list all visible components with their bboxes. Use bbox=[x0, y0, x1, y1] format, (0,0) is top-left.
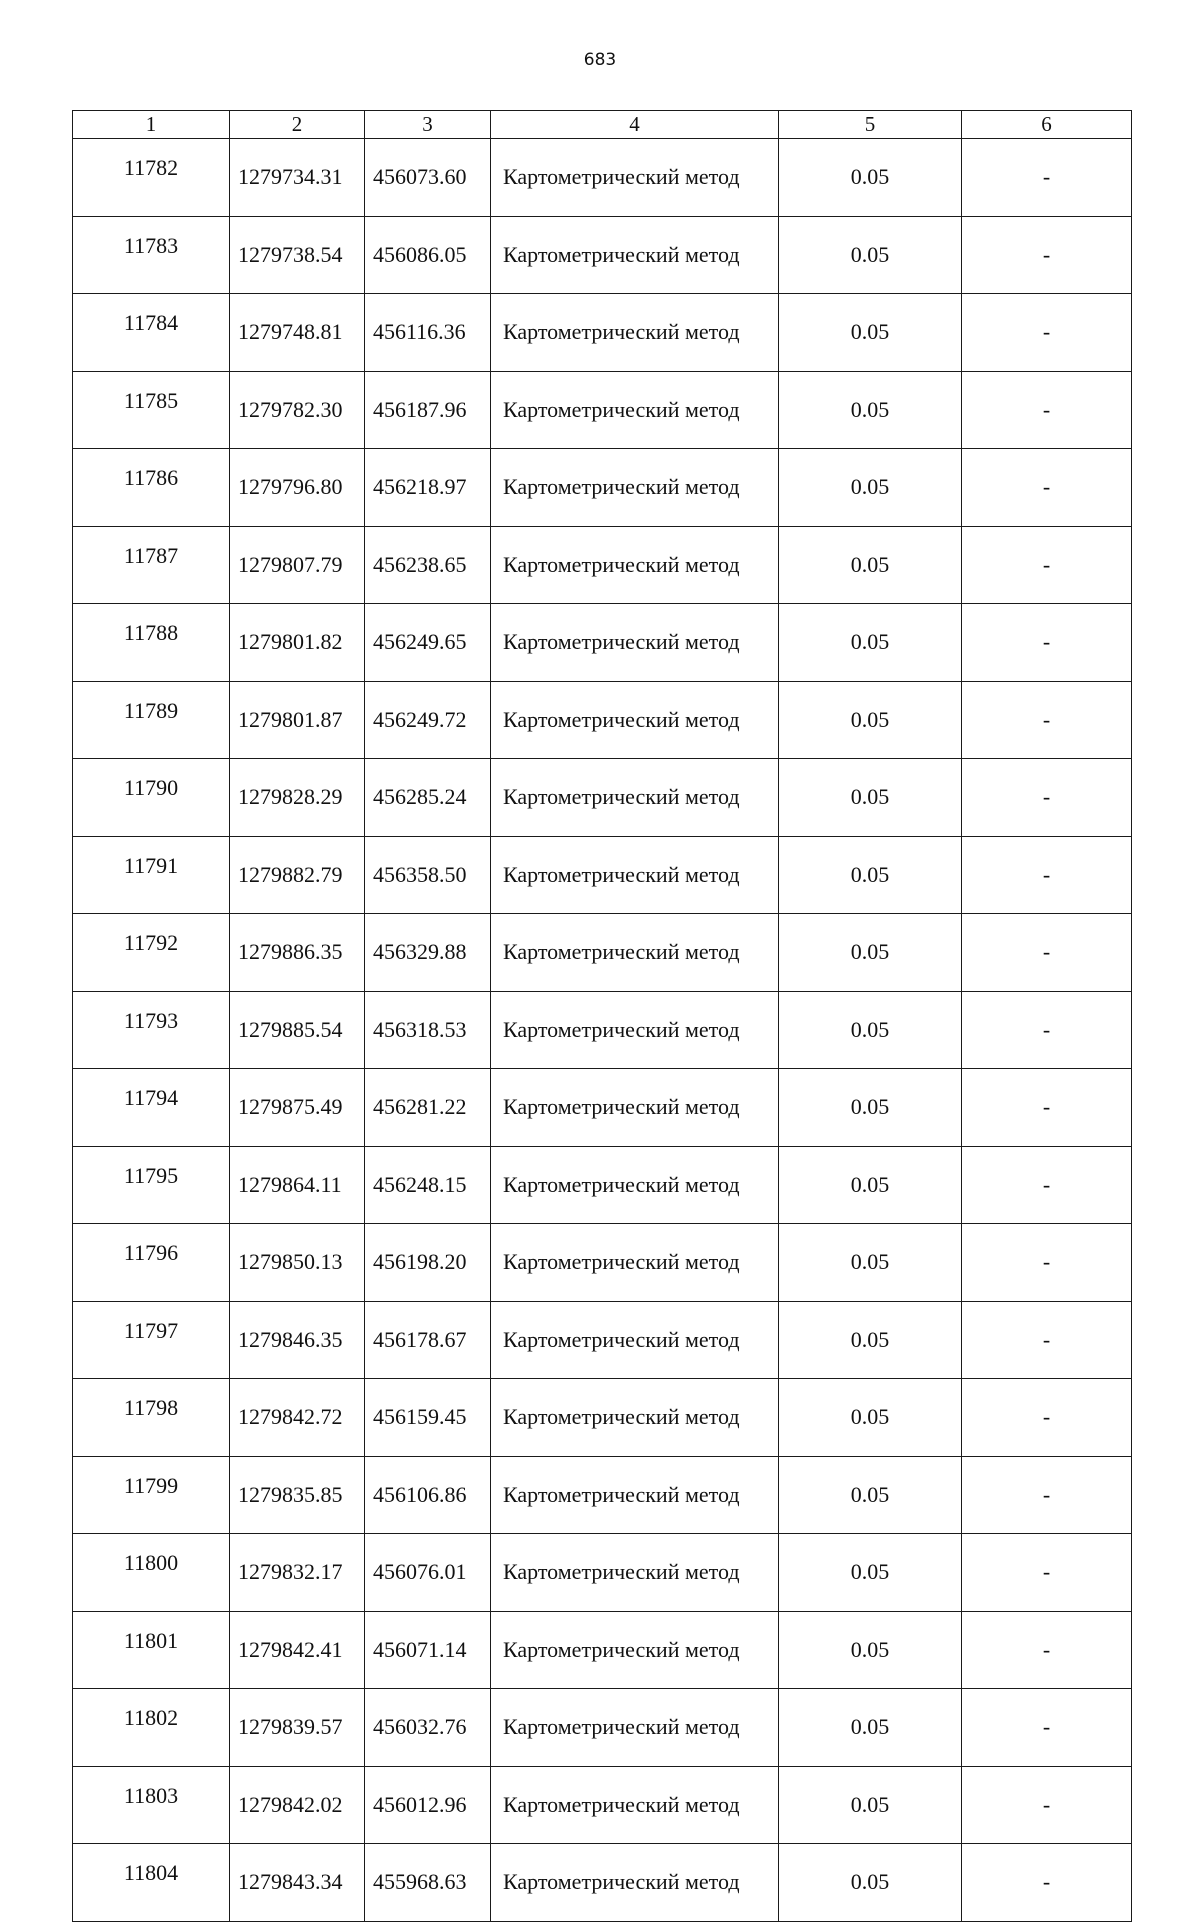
table-row bbox=[73, 1534, 1132, 1612]
point-number-cell: 11801 bbox=[73, 1611, 230, 1689]
method-cell: Картометрический метод bbox=[491, 1766, 779, 1844]
y-coordinate-cell: 455968.63 bbox=[365, 1844, 491, 1922]
accuracy-cell: 0.05 bbox=[779, 294, 962, 372]
x-coordinate-cell: 1279885.54 bbox=[230, 991, 365, 1069]
y-coordinate-cell: 456012.96 bbox=[365, 1766, 491, 1844]
x-coordinate-cell: 1279832.17 bbox=[230, 1534, 365, 1612]
method-cell: Картометрический метод bbox=[491, 991, 779, 1069]
accuracy-cell: 0.05 bbox=[779, 914, 962, 992]
accuracy-cell: 0.05 bbox=[779, 1766, 962, 1844]
method-cell: Картометрический метод bbox=[491, 681, 779, 759]
table-row bbox=[73, 681, 1132, 759]
accuracy-cell: 0.05 bbox=[779, 1534, 962, 1612]
table-row bbox=[73, 1456, 1132, 1534]
x-coordinate-cell: 1279842.41 bbox=[230, 1611, 365, 1689]
point-number-cell: 11802 bbox=[73, 1689, 230, 1767]
description-cell: - bbox=[962, 914, 1132, 992]
point-number-cell: 11799 bbox=[73, 1456, 230, 1534]
x-coordinate-cell: 1279807.79 bbox=[230, 526, 365, 604]
description-cell: - bbox=[962, 759, 1132, 837]
x-coordinate-cell: 1279738.54 bbox=[230, 216, 365, 294]
accuracy-cell: 0.05 bbox=[779, 681, 962, 759]
point-number-cell: 11793 bbox=[73, 991, 230, 1069]
accuracy-cell: 0.05 bbox=[779, 449, 962, 527]
table-row bbox=[73, 1224, 1132, 1302]
method-cell: Картометрический метод bbox=[491, 1069, 779, 1147]
description-cell: - bbox=[962, 1456, 1132, 1534]
method-cell: Картометрический метод bbox=[491, 1224, 779, 1302]
point-number-cell: 11785 bbox=[73, 371, 230, 449]
method-cell: Картометрический метод bbox=[491, 759, 779, 837]
accuracy-cell: 0.05 bbox=[779, 1689, 962, 1767]
accuracy-cell: 0.05 bbox=[779, 759, 962, 837]
y-coordinate-cell: 456358.50 bbox=[365, 836, 491, 914]
method-cell: Картометрический метод bbox=[491, 1689, 779, 1767]
description-cell: - bbox=[962, 1534, 1132, 1612]
y-coordinate-cell: 456249.65 bbox=[365, 604, 491, 682]
point-number-cell: 11803 bbox=[73, 1766, 230, 1844]
table-row bbox=[73, 1611, 1132, 1689]
table-row bbox=[73, 294, 1132, 372]
accuracy-cell: 0.05 bbox=[779, 371, 962, 449]
point-number-cell: 11804 bbox=[73, 1844, 230, 1922]
description-cell: - bbox=[962, 1766, 1132, 1844]
x-coordinate-cell: 1279842.02 bbox=[230, 1766, 365, 1844]
x-coordinate-cell: 1279734.31 bbox=[230, 139, 365, 217]
y-coordinate-cell: 456073.60 bbox=[365, 139, 491, 217]
table-row bbox=[73, 759, 1132, 837]
table-row bbox=[73, 1766, 1132, 1844]
accuracy-cell: 0.05 bbox=[779, 1456, 962, 1534]
description-cell: - bbox=[962, 1611, 1132, 1689]
x-coordinate-cell: 1279839.57 bbox=[230, 1689, 365, 1767]
table-row bbox=[73, 139, 1132, 217]
description-cell: - bbox=[962, 1146, 1132, 1224]
accuracy-cell: 0.05 bbox=[779, 216, 962, 294]
method-cell: Картометрический метод bbox=[491, 1844, 779, 1922]
point-number-cell: 11787 bbox=[73, 526, 230, 604]
header-row bbox=[73, 111, 1132, 139]
y-coordinate-cell: 456187.96 bbox=[365, 371, 491, 449]
column-header-6: 6 bbox=[962, 111, 1132, 139]
x-coordinate-cell: 1279864.11 bbox=[230, 1146, 365, 1224]
x-coordinate-cell: 1279850.13 bbox=[230, 1224, 365, 1302]
method-cell: Картометрический метод bbox=[491, 604, 779, 682]
method-cell: Картометрический метод bbox=[491, 1146, 779, 1224]
method-cell: Картометрический метод bbox=[491, 526, 779, 604]
y-coordinate-cell: 456329.88 bbox=[365, 914, 491, 992]
table-row bbox=[73, 836, 1132, 914]
x-coordinate-cell: 1279828.29 bbox=[230, 759, 365, 837]
description-cell: - bbox=[962, 681, 1132, 759]
x-coordinate-cell: 1279801.82 bbox=[230, 604, 365, 682]
point-number-cell: 11791 bbox=[73, 836, 230, 914]
y-coordinate-cell: 456032.76 bbox=[365, 1689, 491, 1767]
description-cell: - bbox=[962, 991, 1132, 1069]
coordinates-table bbox=[72, 110, 1132, 1922]
table-row bbox=[73, 1146, 1132, 1224]
column-header-1: 1 bbox=[73, 111, 230, 139]
point-number-cell: 11795 bbox=[73, 1146, 230, 1224]
x-coordinate-cell: 1279882.79 bbox=[230, 836, 365, 914]
x-coordinate-cell: 1279846.35 bbox=[230, 1301, 365, 1379]
y-coordinate-cell: 456071.14 bbox=[365, 1611, 491, 1689]
description-cell: - bbox=[962, 604, 1132, 682]
y-coordinate-cell: 456248.15 bbox=[365, 1146, 491, 1224]
table-row bbox=[73, 526, 1132, 604]
method-cell: Картометрический метод bbox=[491, 1379, 779, 1457]
method-cell: Картометрический метод bbox=[491, 836, 779, 914]
table-row bbox=[73, 1069, 1132, 1147]
point-number-cell: 11798 bbox=[73, 1379, 230, 1457]
x-coordinate-cell: 1279875.49 bbox=[230, 1069, 365, 1147]
method-cell: Картометрический метод bbox=[491, 371, 779, 449]
description-cell: - bbox=[962, 526, 1132, 604]
table-row bbox=[73, 991, 1132, 1069]
y-coordinate-cell: 456086.05 bbox=[365, 216, 491, 294]
x-coordinate-cell: 1279843.34 bbox=[230, 1844, 365, 1922]
point-number-cell: 11790 bbox=[73, 759, 230, 837]
accuracy-cell: 0.05 bbox=[779, 1844, 962, 1922]
point-number-cell: 11788 bbox=[73, 604, 230, 682]
description-cell: - bbox=[962, 216, 1132, 294]
point-number-cell: 11794 bbox=[73, 1069, 230, 1147]
y-coordinate-cell: 456318.53 bbox=[365, 991, 491, 1069]
column-header-2: 2 bbox=[230, 111, 365, 139]
method-cell: Картометрический метод bbox=[491, 1611, 779, 1689]
accuracy-cell: 0.05 bbox=[779, 1611, 962, 1689]
accuracy-cell: 0.05 bbox=[779, 1224, 962, 1302]
x-coordinate-cell: 1279782.30 bbox=[230, 371, 365, 449]
description-cell: - bbox=[962, 1844, 1132, 1922]
y-coordinate-cell: 456285.24 bbox=[365, 759, 491, 837]
table-row bbox=[73, 1301, 1132, 1379]
table-body bbox=[73, 139, 1132, 1922]
y-coordinate-cell: 456116.36 bbox=[365, 294, 491, 372]
method-cell: Картометрический метод bbox=[491, 1301, 779, 1379]
method-cell: Картометрический метод bbox=[491, 294, 779, 372]
point-number-cell: 11783 bbox=[73, 216, 230, 294]
table-row bbox=[73, 216, 1132, 294]
description-cell: - bbox=[962, 1689, 1132, 1767]
x-coordinate-cell: 1279886.35 bbox=[230, 914, 365, 992]
x-coordinate-cell: 1279796.80 bbox=[230, 449, 365, 527]
method-cell: Картометрический метод bbox=[491, 1534, 779, 1612]
accuracy-cell: 0.05 bbox=[779, 1301, 962, 1379]
point-number-cell: 11792 bbox=[73, 914, 230, 992]
point-number-cell: 11782 bbox=[73, 139, 230, 217]
x-coordinate-cell: 1279842.72 bbox=[230, 1379, 365, 1457]
y-coordinate-cell: 456106.86 bbox=[365, 1456, 491, 1534]
description-cell: - bbox=[962, 836, 1132, 914]
accuracy-cell: 0.05 bbox=[779, 1146, 962, 1224]
page-number: 683 bbox=[583, 50, 617, 70]
table-row bbox=[73, 1379, 1132, 1457]
y-coordinate-cell: 456178.67 bbox=[365, 1301, 491, 1379]
accuracy-cell: 0.05 bbox=[779, 1379, 962, 1457]
accuracy-cell: 0.05 bbox=[779, 526, 962, 604]
method-cell: Картометрический метод bbox=[491, 216, 779, 294]
point-number-cell: 11797 bbox=[73, 1301, 230, 1379]
description-cell: - bbox=[962, 1069, 1132, 1147]
point-number-cell: 11786 bbox=[73, 449, 230, 527]
description-cell: - bbox=[962, 1379, 1132, 1457]
accuracy-cell: 0.05 bbox=[779, 836, 962, 914]
accuracy-cell: 0.05 bbox=[779, 991, 962, 1069]
y-coordinate-cell: 456238.65 bbox=[365, 526, 491, 604]
point-number-cell: 11789 bbox=[73, 681, 230, 759]
accuracy-cell: 0.05 bbox=[779, 604, 962, 682]
method-cell: Картометрический метод bbox=[491, 1456, 779, 1534]
method-cell: Картометрический метод bbox=[491, 914, 779, 992]
table-row bbox=[73, 371, 1132, 449]
method-cell: Картометрический метод bbox=[491, 449, 779, 527]
table-row bbox=[73, 1844, 1132, 1922]
table-header bbox=[73, 111, 1132, 139]
method-cell: Картометрический метод bbox=[491, 139, 779, 217]
description-cell: - bbox=[962, 139, 1132, 217]
description-cell: - bbox=[962, 294, 1132, 372]
x-coordinate-cell: 1279801.87 bbox=[230, 681, 365, 759]
column-header-3: 3 bbox=[365, 111, 491, 139]
y-coordinate-cell: 456159.45 bbox=[365, 1379, 491, 1457]
description-cell: - bbox=[962, 1301, 1132, 1379]
table-row bbox=[73, 914, 1132, 992]
description-cell: - bbox=[962, 449, 1132, 527]
y-coordinate-cell: 456198.20 bbox=[365, 1224, 491, 1302]
table-row bbox=[73, 1689, 1132, 1767]
y-coordinate-cell: 456076.01 bbox=[365, 1534, 491, 1612]
y-coordinate-cell: 456218.97 bbox=[365, 449, 491, 527]
y-coordinate-cell: 456249.72 bbox=[365, 681, 491, 759]
x-coordinate-cell: 1279835.85 bbox=[230, 1456, 365, 1534]
point-number-cell: 11796 bbox=[73, 1224, 230, 1302]
accuracy-cell: 0.05 bbox=[779, 1069, 962, 1147]
accuracy-cell: 0.05 bbox=[779, 139, 962, 217]
point-number-cell: 11784 bbox=[73, 294, 230, 372]
point-number-cell: 11800 bbox=[73, 1534, 230, 1612]
x-coordinate-cell: 1279748.81 bbox=[230, 294, 365, 372]
description-cell: - bbox=[962, 1224, 1132, 1302]
y-coordinate-cell: 456281.22 bbox=[365, 1069, 491, 1147]
table-row bbox=[73, 449, 1132, 527]
column-header-5: 5 bbox=[779, 111, 962, 139]
description-cell: - bbox=[962, 371, 1132, 449]
column-header-4: 4 bbox=[491, 111, 779, 139]
table-row bbox=[73, 604, 1132, 682]
